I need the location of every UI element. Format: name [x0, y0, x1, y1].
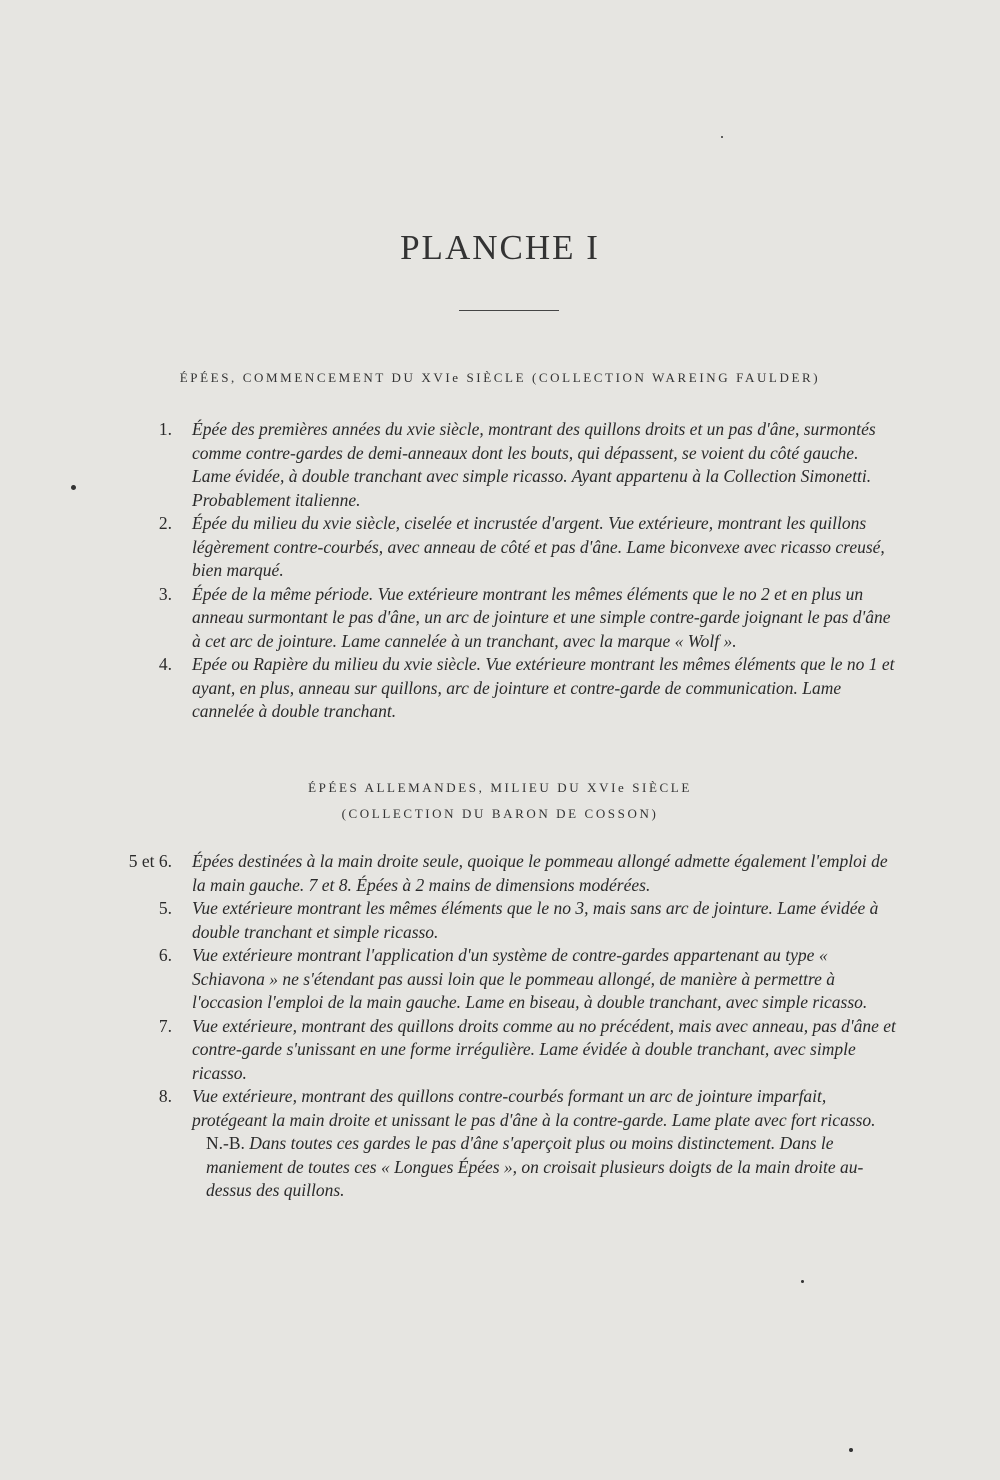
ink-speck	[849, 1448, 853, 1452]
entry-number: 6.	[158, 945, 172, 965]
section-heading-2: ÉPÉES ALLEMANDES, MILIEU DU XVIe SIÈCLE	[308, 780, 692, 795]
entry-text: Epée ou Rapière du milieu du xvie siècle. Vue extérieure montrant les mêmes éléments que le no 1 et ayant, en plus, anneau sur quillons, arc de jointure et contre-garde de communication. Lame cannelée à double tranchant.	[192, 654, 895, 721]
ink-speck	[721, 136, 723, 138]
entry-number: 2.	[158, 513, 172, 533]
entry-text: Épée de la même période. Vue extérieure montrant les mêmes éléments que le no 2 et en plus un anneau surmontant le pas d'âne, un arc de jointure et une simple contre-garde joignant le pas d'âne à cet arc de jointure. Lame cannelée à un tranchant, avec la marque « Wolf ».	[192, 583, 891, 651]
entry-text: Vue extérieure montrant les mêmes éléments que le no 3, mais sans arc de jointure. Lame évidée à double tranchant et simple ricasso.	[192, 898, 879, 942]
page-title: PLANCHE I	[400, 228, 600, 267]
entry	[110, 897, 900, 944]
entry-number: 7.	[158, 1015, 172, 1036]
entry-number: 4.	[158, 654, 172, 674]
entry-text: Épée du milieu du xvie siècle, ciselée et incrustée d'argent. Vue extérieure, montrant les quillons légèrement contre-courbés, avec anneau de côté et pas d'âne. Lame biconvexe avec ricasso creusé, bien marqué.	[192, 513, 885, 580]
entry	[110, 944, 900, 1015]
section-heading-1: ÉPÉES, COMMENCEMENT DU XVIe SIÈCLE (COLLECTION WAREING FAULDER)	[179, 370, 821, 385]
entry-text: Épée des premières années du xvie siècle, montrant des quillons droits et un pas d'âne, surmontés comme contre-gardes de demi-anneaux dont les bouts, qui dépassent, se voient du côté gauche. Lame évidée, à double tranchant avec simple ricasso. Ayant appartenu à la Collection Simonetti. Probablement italienne.	[192, 419, 876, 510]
entry	[110, 583, 900, 654]
entry	[110, 653, 900, 724]
entry-text: Vue extérieure, montrant des quillons droits comme au no précédent, mais avec anneau, pas d'âne et contre-garde s'unissant en une forme irrégulière. Lame évidée à double tranchant, avec simple ricasso.	[192, 1015, 896, 1083]
entry-number: 1.	[158, 419, 172, 439]
entry-text: Vue extérieure montrant l'application d'un système de contre-gardes appartenant au type « Schiavona » ne s'étendant pas aussi loin que le pommeau allongé, de manière à permettre à l'occasion l'emploi de la main gauche. Lame en biseau, à double tranchant, avec simple ricasso.	[192, 945, 868, 1012]
entry	[110, 1015, 900, 1086]
nota-bene-lead: N.-B.	[206, 1133, 245, 1153]
entry-number: 5.	[158, 898, 172, 918]
entry-number: 3.	[158, 583, 172, 604]
title-rule	[459, 310, 559, 311]
entry	[110, 850, 900, 897]
nota-bene	[110, 1132, 900, 1203]
entry-text: Épées destinées à la main droite seule, quoique le pommeau allongé admette également l'emploi de la main gauche. 7 et 8. Épées à 2 mains de dimensions modérées.	[192, 851, 888, 895]
entry-number: 5 et 6.	[128, 851, 172, 871]
entry-text: Vue extérieure, montrant des quillons contre-courbés formant un arc de jointure imparfait, protégeant la main droite et unissant le pas d'âne à la contre-garde. Lame plate avec fort ricasso.	[192, 1086, 876, 1130]
entry-number: 8.	[158, 1086, 172, 1106]
entry	[110, 418, 900, 512]
entry	[110, 1085, 900, 1132]
section-1-entries	[110, 418, 900, 724]
ink-speck	[801, 1280, 804, 1283]
section-2-entries	[110, 850, 900, 1203]
section-heading-2-sub: (COLLECTION DU BARON DE COSSON)	[341, 806, 659, 821]
nota-bene-text: Dans toutes ces gardes le pas d'âne s'aperçoit plus ou moins distinctement. Dans le maniement de toutes ces « Longues Épées », on croisait plusieurs doigts de la main droite au-dessus des quillons.	[206, 1133, 864, 1200]
ink-speck	[71, 485, 76, 490]
entry	[110, 512, 900, 583]
